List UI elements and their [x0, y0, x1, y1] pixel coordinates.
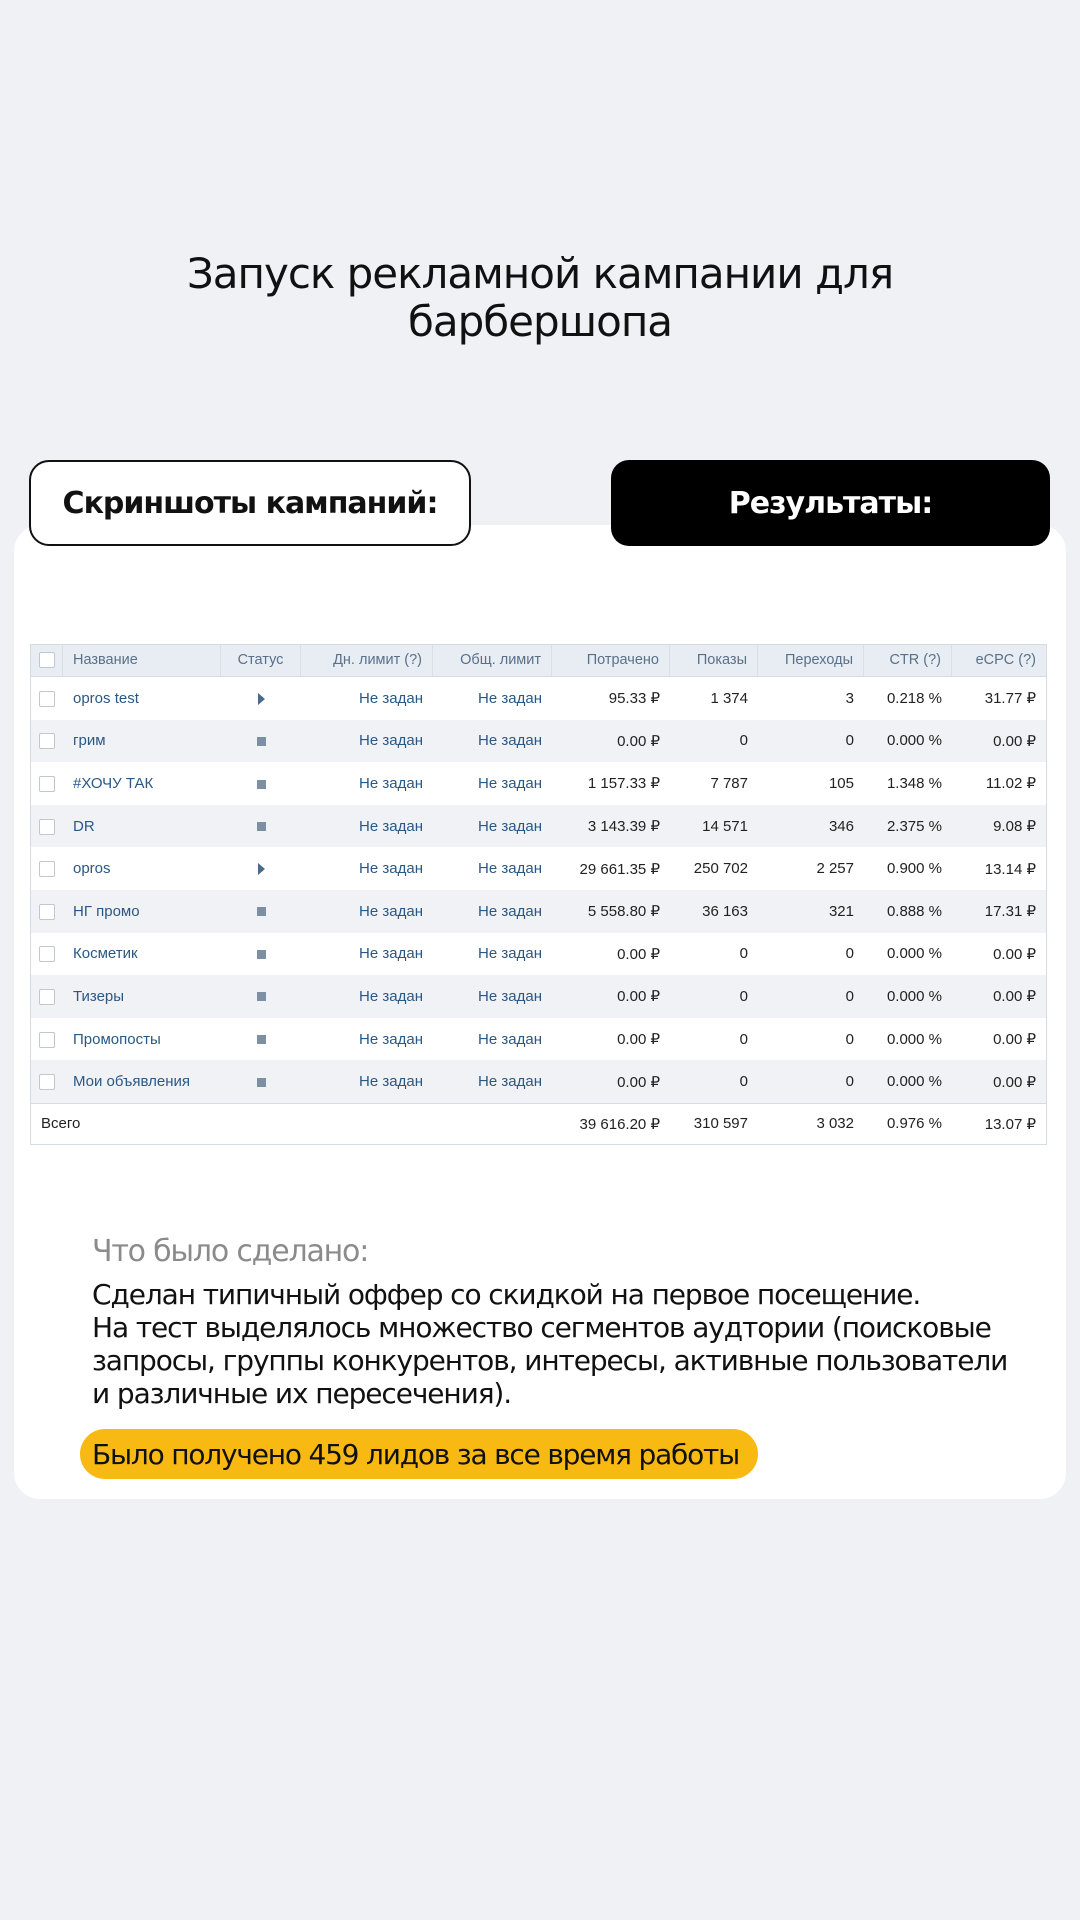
row-checkbox[interactable] [31, 945, 63, 962]
page-title [140, 250, 940, 346]
table-row[interactable] [31, 933, 1046, 976]
play-icon[interactable] [258, 693, 265, 705]
total-label: Всего [41, 1115, 81, 1133]
campaign-status[interactable] [221, 988, 301, 1005]
day-limit-link[interactable]: Не задан [359, 1073, 423, 1091]
page-title-line1: Запуск рекламной кампании для [186, 249, 894, 298]
tab-results[interactable]: Результаты: [611, 460, 1050, 546]
shows-cell: 0 [739, 1030, 748, 1048]
day-limit-link[interactable]: Не задан [359, 902, 423, 920]
clicks-cell: 346 [828, 817, 854, 835]
total-limit-cell [433, 775, 552, 792]
ecpc-cell: 9.08 ₽ [993, 818, 1036, 836]
done-description [92, 1278, 1022, 1410]
stop-icon[interactable] [257, 907, 266, 916]
spent-cell: 29 661.35 ₽ [579, 860, 660, 878]
total-ecpc: 13.07 ₽ [984, 1115, 1036, 1133]
header-status[interactable]: Статус [221, 645, 301, 676]
total-limit-link[interactable]: Не задан [478, 689, 542, 707]
ctr-cell: 0.218 % [886, 689, 942, 707]
ctr-cell: 0.000 % [886, 987, 942, 1005]
ecpc-cell: 31.77 ₽ [984, 690, 1036, 708]
day-limit-link[interactable]: Не задан [359, 689, 423, 707]
ecpc-cell: 0.00 ₽ [993, 945, 1036, 963]
total-clicks: 3 032 [816, 1115, 854, 1133]
day-limit-link[interactable]: Не задан [359, 987, 423, 1005]
tab-screenshots[interactable]: Скриншоты кампаний: [29, 460, 471, 546]
total-limit-cell [433, 818, 552, 835]
stop-icon[interactable] [257, 992, 266, 1001]
table-row[interactable] [31, 847, 1046, 890]
campaign-status[interactable] [221, 860, 301, 877]
shows-cell: 1 374 [710, 689, 748, 707]
campaign-status[interactable] [221, 818, 301, 835]
ecpc-cell: 17.31 ₽ [984, 903, 1036, 921]
play-icon[interactable] [258, 863, 265, 875]
table-row[interactable] [31, 720, 1046, 763]
table-body [31, 677, 1046, 1103]
total-limit-link[interactable]: Не задан [478, 817, 542, 835]
table-total-row [31, 1103, 1046, 1144]
campaign-name[interactable]: Мои объявления [73, 1073, 190, 1091]
table-row[interactable] [31, 1060, 1046, 1103]
campaign-name[interactable]: грим [73, 732, 106, 750]
header-clicks[interactable]: Переходы [758, 645, 864, 676]
total-limit-cell [433, 690, 552, 707]
campaign-name[interactable]: Промопосты [73, 1030, 161, 1048]
clicks-cell: 0 [845, 987, 854, 1005]
shows-cell: 7 787 [710, 774, 748, 792]
spent-cell: 95.33 ₽ [608, 690, 660, 708]
total-limit-cell [433, 732, 552, 749]
total-limit-link[interactable]: Не задан [478, 945, 542, 963]
ctr-cell: 0.000 % [886, 1073, 942, 1091]
campaign-name[interactable]: opros [73, 860, 111, 878]
spent-cell: 1 157.33 ₽ [587, 775, 660, 793]
day-limit-cell [301, 945, 433, 962]
total-limit-link[interactable]: Не задан [478, 902, 542, 920]
total-limit-cell [433, 860, 552, 877]
day-limit-cell [301, 903, 433, 920]
day-limit-link[interactable]: Не задан [359, 945, 423, 963]
row-checkbox[interactable] [31, 988, 63, 1005]
total-limit-link[interactable]: Не задан [478, 1073, 542, 1091]
row-checkbox[interactable] [31, 860, 63, 877]
clicks-cell: 3 [845, 689, 854, 707]
total-limit-cell [433, 988, 552, 1005]
campaign-name[interactable]: opros test [73, 689, 139, 707]
ctr-cell: 0.000 % [886, 732, 942, 750]
ecpc-cell: 11.02 ₽ [985, 775, 1036, 793]
total-limit-link[interactable]: Не задан [478, 987, 542, 1005]
campaign-name[interactable]: НГ промо [73, 902, 140, 920]
ecpc-cell: 0.00 ₽ [993, 732, 1036, 750]
campaign-status[interactable] [221, 775, 301, 792]
total-limit-link[interactable]: Не задан [478, 1030, 542, 1048]
total-limit-link[interactable]: Не задан [478, 732, 542, 750]
done-line-1: Сделан типичный оффер со скидкой на первое посещение. [92, 1278, 921, 1311]
clicks-cell: 321 [828, 902, 854, 920]
day-limit-link[interactable]: Не задан [359, 774, 423, 792]
total-limit-link[interactable]: Не задан [478, 774, 542, 792]
row-checkbox[interactable] [31, 818, 63, 835]
row-checkbox[interactable] [31, 775, 63, 792]
total-limit-cell [433, 945, 552, 962]
leads-highlight: Было получено 459 лидов за все время работы [80, 1429, 758, 1479]
spent-cell: 0.00 ₽ [617, 1073, 660, 1091]
stop-icon[interactable] [257, 1035, 266, 1044]
stop-icon[interactable] [257, 1078, 266, 1087]
table-header [31, 645, 1046, 677]
campaign-status[interactable] [221, 945, 301, 962]
total-limit-cell [433, 1031, 552, 1048]
shows-cell: 0 [739, 945, 748, 963]
campaign-status[interactable] [221, 690, 301, 707]
campaign-name[interactable]: Тизеры [73, 987, 125, 1005]
ctr-cell: 0.000 % [886, 945, 942, 963]
table-row[interactable] [31, 1018, 1046, 1061]
table-row[interactable] [31, 890, 1046, 933]
clicks-cell: 0 [845, 1073, 854, 1091]
stop-icon[interactable] [257, 737, 266, 746]
ecpc-cell: 0.00 ₽ [993, 1031, 1036, 1049]
ecpc-cell: 13.14 ₽ [984, 860, 1036, 878]
ecpc-cell: 0.00 ₽ [993, 988, 1036, 1006]
ctr-cell: 1.348 % [886, 774, 942, 792]
shows-cell: 0 [739, 732, 748, 750]
campaigns-table [30, 644, 1047, 1145]
day-limit-cell [301, 818, 433, 835]
ctr-cell: 0.900 % [886, 860, 942, 878]
done-line-2: На тест выделялось множество сегментов аудтории (поисковые запросы, группы конкурентов, интересы, активные пользователи и различные их пересечения). [92, 1311, 1008, 1410]
table-row[interactable] [31, 805, 1046, 848]
shows-cell: 250 702 [693, 860, 748, 878]
spent-cell: 0.00 ₽ [617, 1031, 660, 1049]
spent-cell: 5 558.80 ₽ [587, 903, 660, 921]
total-limit-link[interactable]: Не задан [478, 860, 542, 878]
page-title-line2: барбершопа [407, 297, 673, 346]
day-limit-cell [301, 860, 433, 877]
ctr-cell: 0.888 % [886, 902, 942, 920]
shows-cell: 36 163 [702, 902, 748, 920]
campaign-status[interactable] [221, 1031, 301, 1048]
clicks-cell: 0 [845, 945, 854, 963]
table-row[interactable] [31, 677, 1046, 720]
header-name[interactable]: Название [63, 645, 221, 676]
clicks-cell: 105 [828, 774, 854, 792]
campaign-status[interactable] [221, 1073, 301, 1090]
row-checkbox[interactable] [31, 690, 63, 707]
row-checkbox[interactable] [31, 1031, 63, 1048]
row-checkbox[interactable] [31, 732, 63, 749]
header-day-limit[interactable]: Дн. лимит (?) [301, 645, 433, 676]
day-limit-cell [301, 988, 433, 1005]
table-row[interactable] [31, 762, 1046, 805]
spent-cell: 3 143.39 ₽ [587, 818, 660, 836]
campaign-name[interactable]: DR [73, 817, 95, 835]
shows-cell: 0 [739, 1073, 748, 1091]
spent-cell: 0.00 ₽ [617, 945, 660, 963]
day-limit-link[interactable]: Не задан [359, 1030, 423, 1048]
stop-icon[interactable] [257, 780, 266, 789]
day-limit-link[interactable]: Не задан [359, 732, 423, 750]
select-all-checkbox[interactable] [31, 645, 63, 676]
ctr-cell: 2.375 % [886, 817, 942, 835]
total-ctr: 0.976 % [886, 1115, 942, 1133]
row-checkbox[interactable] [31, 903, 63, 920]
header-shows[interactable]: Показы [670, 645, 758, 676]
campaign-name[interactable]: #ХОЧУ ТАК [73, 774, 154, 792]
stop-icon[interactable] [257, 822, 266, 831]
day-limit-cell [301, 732, 433, 749]
day-limit-cell [301, 1031, 433, 1048]
campaign-name[interactable]: Косметик [73, 945, 138, 963]
spent-cell: 0.00 ₽ [617, 988, 660, 1006]
clicks-cell: 2 257 [816, 860, 854, 878]
day-limit-cell [301, 690, 433, 707]
done-label: Что было сделано: [92, 1234, 369, 1269]
total-limit-cell [433, 903, 552, 920]
stop-icon[interactable] [257, 950, 266, 959]
table-row[interactable] [31, 975, 1046, 1018]
header-total-limit[interactable]: Общ. лимит [433, 645, 552, 676]
clicks-cell: 0 [845, 732, 854, 750]
clicks-cell: 0 [845, 1030, 854, 1048]
spent-cell: 0.00 ₽ [617, 732, 660, 750]
day-limit-link[interactable]: Не задан [359, 860, 423, 878]
total-spent: 39 616.20 ₽ [579, 1115, 660, 1133]
total-limit-cell [433, 1073, 552, 1090]
campaign-status[interactable] [221, 732, 301, 749]
ctr-cell: 0.000 % [886, 1030, 942, 1048]
day-limit-cell [301, 1073, 433, 1090]
header-ecpc[interactable]: eCPC (?) [975, 652, 1036, 668]
ecpc-cell: 0.00 ₽ [993, 1073, 1036, 1091]
header-spent[interactable]: Потрачено [552, 645, 670, 676]
shows-cell: 14 571 [702, 817, 748, 835]
row-checkbox[interactable] [31, 1073, 63, 1090]
shows-cell: 0 [739, 987, 748, 1005]
header-ctr[interactable]: CTR (?) [864, 645, 952, 676]
day-limit-link[interactable]: Не задан [359, 817, 423, 835]
day-limit-cell [301, 775, 433, 792]
campaign-status[interactable] [221, 903, 301, 920]
total-shows: 310 597 [693, 1115, 748, 1133]
